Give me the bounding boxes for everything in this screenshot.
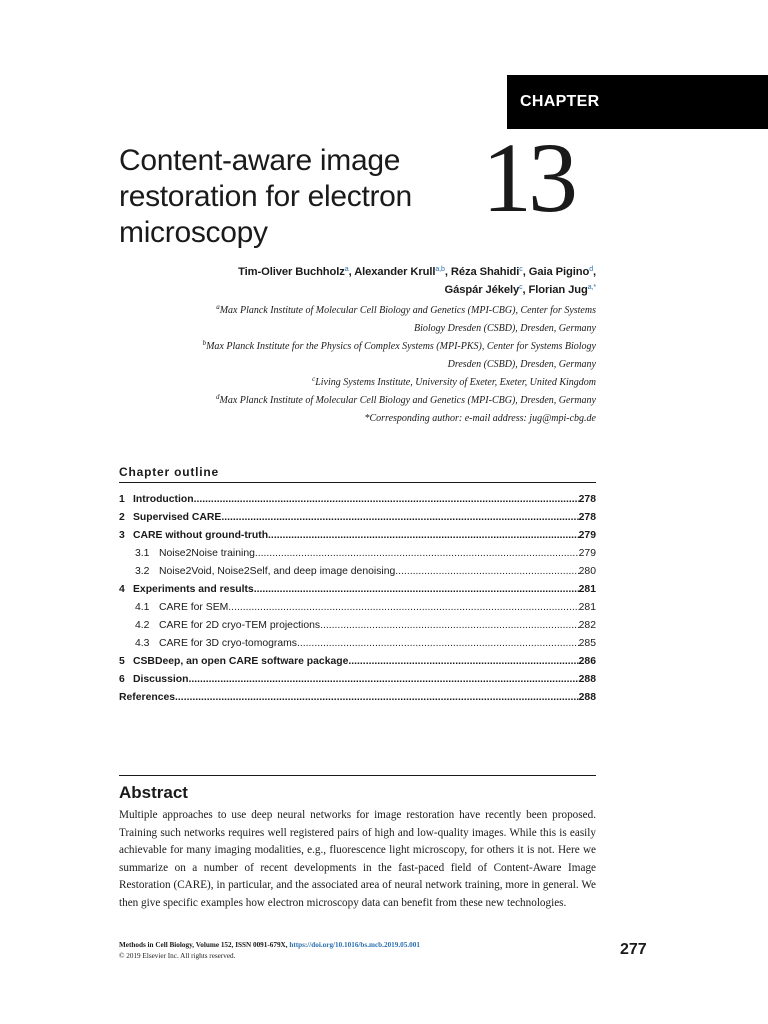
author-name: Gaia Pigino: [528, 266, 590, 278]
toc-entry[interactable]: 1 Introduction ..... 278: [119, 491, 596, 509]
chapter-title: Content-aware image restoration for electron microscopy: [119, 144, 412, 249]
affiliation-a-cont: Biology Dresden (CSBD), Dresden, Germany: [414, 323, 596, 334]
toc-entry[interactable]: 3 CARE without ground-truth ..... 279: [119, 527, 596, 545]
author-name: Gáspár Jékely: [444, 284, 520, 296]
toc-entry[interactable]: 5 CSBDeep, an open CARE software package ..... 286: [119, 653, 596, 671]
toc-entry[interactable]: 4.2 CARE for 2D cryo-TEM projections ..... 282: [119, 617, 596, 635]
author-affil-mark[interactable]: a: [344, 266, 349, 273]
toc-leader: [175, 689, 579, 707]
toc-leader: [228, 599, 578, 617]
author-name: Tim-Oliver Buchholz: [238, 266, 345, 278]
chapter-tab: CHAPTER: [507, 75, 768, 129]
affiliation-d: $^d$Max Planck Institute of Molecular Cell Biology and Genetics (MPI-CBG), Dresden, Germany: [216, 393, 596, 406]
toc-entry[interactable]: References ..... 288: [119, 689, 596, 707]
toc-entry[interactable]: 3.1 Noise2Noise training ..... 279: [119, 545, 596, 563]
journal-line: [119, 940, 539, 951]
toc-leader: [188, 671, 578, 689]
author-affil-mark[interactable]: d: [589, 266, 593, 273]
affiliations: [76, 302, 596, 428]
affiliation-a: $^a$Max Planck Institute of Molecular Cell Biology and Genetics (MPI-CBG), Center for Systems: [216, 303, 596, 316]
author-name: Alexander Krull: [354, 266, 436, 278]
toc-leader: [221, 509, 578, 527]
affiliation-c: $^c$Living Systems Institute, University of Exeter, Exeter, United Kingdom: [312, 375, 596, 388]
journal-info: Methods in Cell Biology, Volume 152, ISSN 0091-679X,: [119, 941, 288, 949]
toc-entry[interactable]: 3.2 Noise2Void, Noise2Self, and deep image denoising ..... 280: [119, 563, 596, 581]
toc-leader: [254, 581, 579, 599]
page-number: 277: [620, 941, 647, 958]
page-footer: [119, 940, 539, 962]
chapter-number: 13: [482, 122, 574, 233]
chapter-outline-heading: Chapter outline: [119, 465, 220, 479]
toc-leader: [255, 545, 579, 563]
author-affil-mark[interactable]: a,*: [587, 284, 596, 291]
toc-leader: [297, 635, 579, 653]
toc-entry[interactable]: 4 Experiments and results ..... 281: [119, 581, 596, 599]
corresponding-author: *Corresponding author: e-mail address: jug@mpi-cbg.de: [364, 413, 596, 424]
toc-leader: [320, 617, 579, 635]
author-affil-mark[interactable]: c: [519, 284, 523, 291]
affiliation-b: $^b$Max Planck Institute for the Physics of Complex Systems (MPI-PKS), Center for Systems Biology: [202, 339, 596, 352]
toc-entry[interactable]: 4.1 CARE for SEM ..... 281: [119, 599, 596, 617]
doi-link[interactable]: https://doi.org/10.1016/bs.mcb.2019.05.001: [289, 941, 420, 949]
author-affil-mark[interactable]: c: [519, 266, 523, 273]
toc-leader: [268, 527, 579, 545]
author-list: Tim-Oliver Buchholz$^a$, Alexander Krull$^{a,b}$, Réza Shahidi$^c$, Gaia Pigino$^d$, Gáspár Jékely$^c$, Florian Jug$^{a,*}$: [238, 266, 596, 296]
toc-leader: [395, 563, 578, 581]
toc-leader: [194, 491, 579, 509]
toc-entry[interactable]: 2 Supervised CARE ..... 278: [119, 509, 596, 527]
author-affil-mark[interactable]: a,b: [435, 266, 445, 273]
author-name: Florian Jug: [528, 284, 588, 296]
toc-entry[interactable]: 6 Discussion ..... 288: [119, 671, 596, 689]
abstract-body: Multiple approaches to use deep neural networks for image restoration have recently been proposed. Training such networks requires well registered pairs of high and low-quality images. While this is easily achievable for many imaging modalities, e.g., fluorescence light microscopy, for others it is not. Here we summarize on a number of recent developments in the fast-paced field of Content-Aware Image Restoration (CARE), in particular, and the associated area of neural network training, more in general. We then give specific examples how electron microscopy data can benefit from these new technologies.: [119, 809, 596, 909]
abstract-divider: [119, 775, 596, 776]
affiliation-b-cont: Dresden (CSBD), Dresden, Germany: [447, 359, 596, 370]
toc-leader: [348, 653, 578, 671]
author-name: Réza Shahidi: [450, 266, 520, 278]
abstract-heading: Abstract: [119, 783, 188, 802]
chapter-outline: [119, 482, 596, 707]
toc-entry[interactable]: 4.3 CARE for 3D cryo-tomograms ..... 285: [119, 635, 596, 653]
copyright: © 2019 Elsevier Inc. All rights reserved.: [119, 952, 236, 960]
